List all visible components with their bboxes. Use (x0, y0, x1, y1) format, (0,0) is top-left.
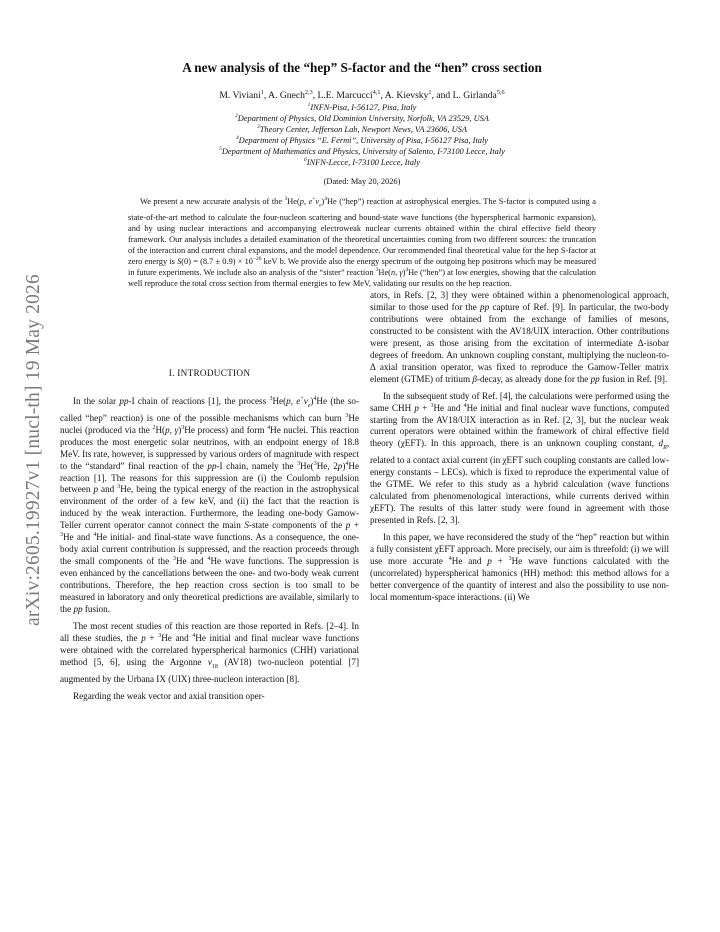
paper-title: A new analysis of the “hep” S-factor and the “hen” cross section (182, 60, 542, 75)
paragraph: In the solar pp-I chain of reactions [1], the process $^3$He(p, $e^+\nu_e)^4He$ (the so-called “hep” reaction) is one of the possible mechanisms which can burn $^3$He nuclei (produced via the $^2$H(p, γ)$^3$He process) and form $^4$He nuclei. This reaction produces the most energetic solar neutrinos, with an endpoint energy of 18.8 MeV. Its rate, however, is suppressed by various orders of magnitude with respect to the “standard” final reaction of the pp-I chain, namely the $^3$He($^3$He, 2p)$^4$He reaction [1]. The reasons for this suppression are (i) the Coulomb repulsion between p and $^3$He, being the typical energy of the reaction in the astrophysical environment of the order of a few keV, and (ii) the fact that the reaction is induced by the weak interaction. Furthermore, the leading one-body Gamow-Teller current operator cannot connect the main S-state components of the p + $^3$He and $^4$He initial- and final-state wave functions. As a consequence, the one-body axial current contribution is suppressed, and the reaction proceeds through the small components of the $^3$He and $^4$He wave functions. The suppression is even enhanced by the cancellations between the one- and two-body weak current contributions. Therefore, the hep reaction cross section is too small to be measured in laboratory and only theoretical predictions are available, similarly to the pp fusion. (60, 395, 359, 614)
paragraph: ators, in Refs. [2, 3] they were obtained within a phenomenological approach, similar to those used for the pp capture of Ref. [9]. In particular, the two-body contributions were obtained from the exchange of families of mesons, constructed to be consistent with the AV18/UIX interaction. Other contributions were present, as those arising from the excitation of intermediate Δ-isobar degrees of freedom. An unknown coupling constant, multiplying the nucleon-to-Δ axial transition operator, was fixed to reproduce the Gamow-Teller matrix element (GTME) of tritium β-decay, as already done for the pp fusion in Ref. [9]. (370, 290, 669, 384)
paragraph: In the subsequent study of Ref. [4], the calculations were performed using the same CHH p + $^3$He and $^4$He initial and final nuclear wave functions, computed starting from the AV18/UIX interaction as in Ref. [2, 3], but the nuclear weak current operators were obtained within the framework of chiral effective field theory (χEFT). In this approach, there is an unknown coupling constant, $d_R$, related to a contact axial current (in χEFT such coupling constants are called low-energy constants – LECs). which is fixed to reproduce the experimental value of the GTME. We refer to this study as a hybrid calculation (wave functions calculated from phenomenological interactions, while currents derived within χEFT). The results of this latter study were found in agreement with those presented in Refs. [2, 3]. (370, 390, 670, 525)
affiliation: $^6$INFN-Lecce, I-73100 Lecce, Italy (304, 157, 420, 168)
affiliation: $^4$Department of Physics “E. Fermi”, University of Pisa, I-56127 Pisa, Italy (235, 135, 489, 146)
paragraph: Regarding the weak vector and axial transition oper- (73, 690, 265, 701)
affiliation: $^5$Department of Mathematics and Physics, University of Salento, I-73100 Lecce, Italy (219, 146, 505, 157)
affiliation: $^2$Department of Physics, Old Dominion University, Norfolk, VA 23529, USA (235, 113, 489, 124)
section-heading: I. INTRODUCTION (168, 368, 251, 378)
date-line: (Dated: May 20, 2026) (323, 177, 401, 186)
affiliation: $^1$INFN-Pisa, I-56127, Pisa, Italy (307, 102, 417, 112)
left-column (60, 368, 359, 707)
paragraph: The most recent studies of this reaction are those reported in Refs. [2–4]. In all these studies, the p + $^3$He and $^4$He initial and final nuclear wave functions were obtained with the correlated hyperspherical harmonics (CHH) variational method [5, 6], using the Argonne $v_{18}$ (AV18) two-nucleon potential [7] augmented by the Urbana IX (UIX) three-nucleon interaction [8]. (60, 620, 359, 684)
paragraph: In this paper, we have reconsidered the study of the “hep” reaction but within a fully consistent χEFT approach. More precisely, our aim is threefold: (i) we will use more accurate $^4$He and p + $^3$He wave functions calculated with the (uncorrelated) hyperspherical hamonics (HH) method: this method allows for a better convergence of the quantity of interest and also the possibility to use non-local momentum-space interactions. (ii) We (370, 531, 669, 602)
arxiv-sidebar (14, 250, 54, 650)
author-list: M. Viviani$^1$, A. Gnech$^{2,3}$, L.E. Marcucci$^{4,1}$, A. Kievsky$^1$, and L. Girlanda$^{5,6}$ (219, 88, 505, 101)
right-column (370, 290, 669, 609)
abstract: We present a new accurate analysis of the $^3$He(p, $e^+\nu_e)^4He$ (“hep”) reaction at astrophysical energies. The S-factor is computed using a state-of-the-art method to calculate the four-nucleon scattering and bound-state wave functions (the hyperspherical harmonic expansion), and by using nuclear interactions and accompanying electroweak nuclear currents obtained within the chiral effective field theory framework. Our analysis includes a detailed examination of the theoretical uncertainties coming from two different sources: the truncation of the interaction and current chiral expansions, and the model dependence. Our recommended final theoretical value for the hep S-factor at zero energy is $S(0) = (8.7 \pm 0.9) \times 10^{-20}$ keV b. We provide also the energy spectrum of the outgoing hep positrons which may be measured in future experiments. We include also an analysis of the “sister” reaction $^3$He(n, γ)$^4$He (“hen”) at low energies, showing that the calculation well reproduce the total cross section from thermal energies to few MeV, validating our results on the hep reaction. (128, 196, 597, 289)
affiliation: $^3$Theory Center, Jefferson Lab, Newport News, VA 23606, USA (257, 124, 467, 135)
affiliation-list (80, 102, 644, 169)
arxiv-identifier: arXiv:2605.19927v1 [nucl-th] 19 May 2026 (23, 274, 44, 626)
